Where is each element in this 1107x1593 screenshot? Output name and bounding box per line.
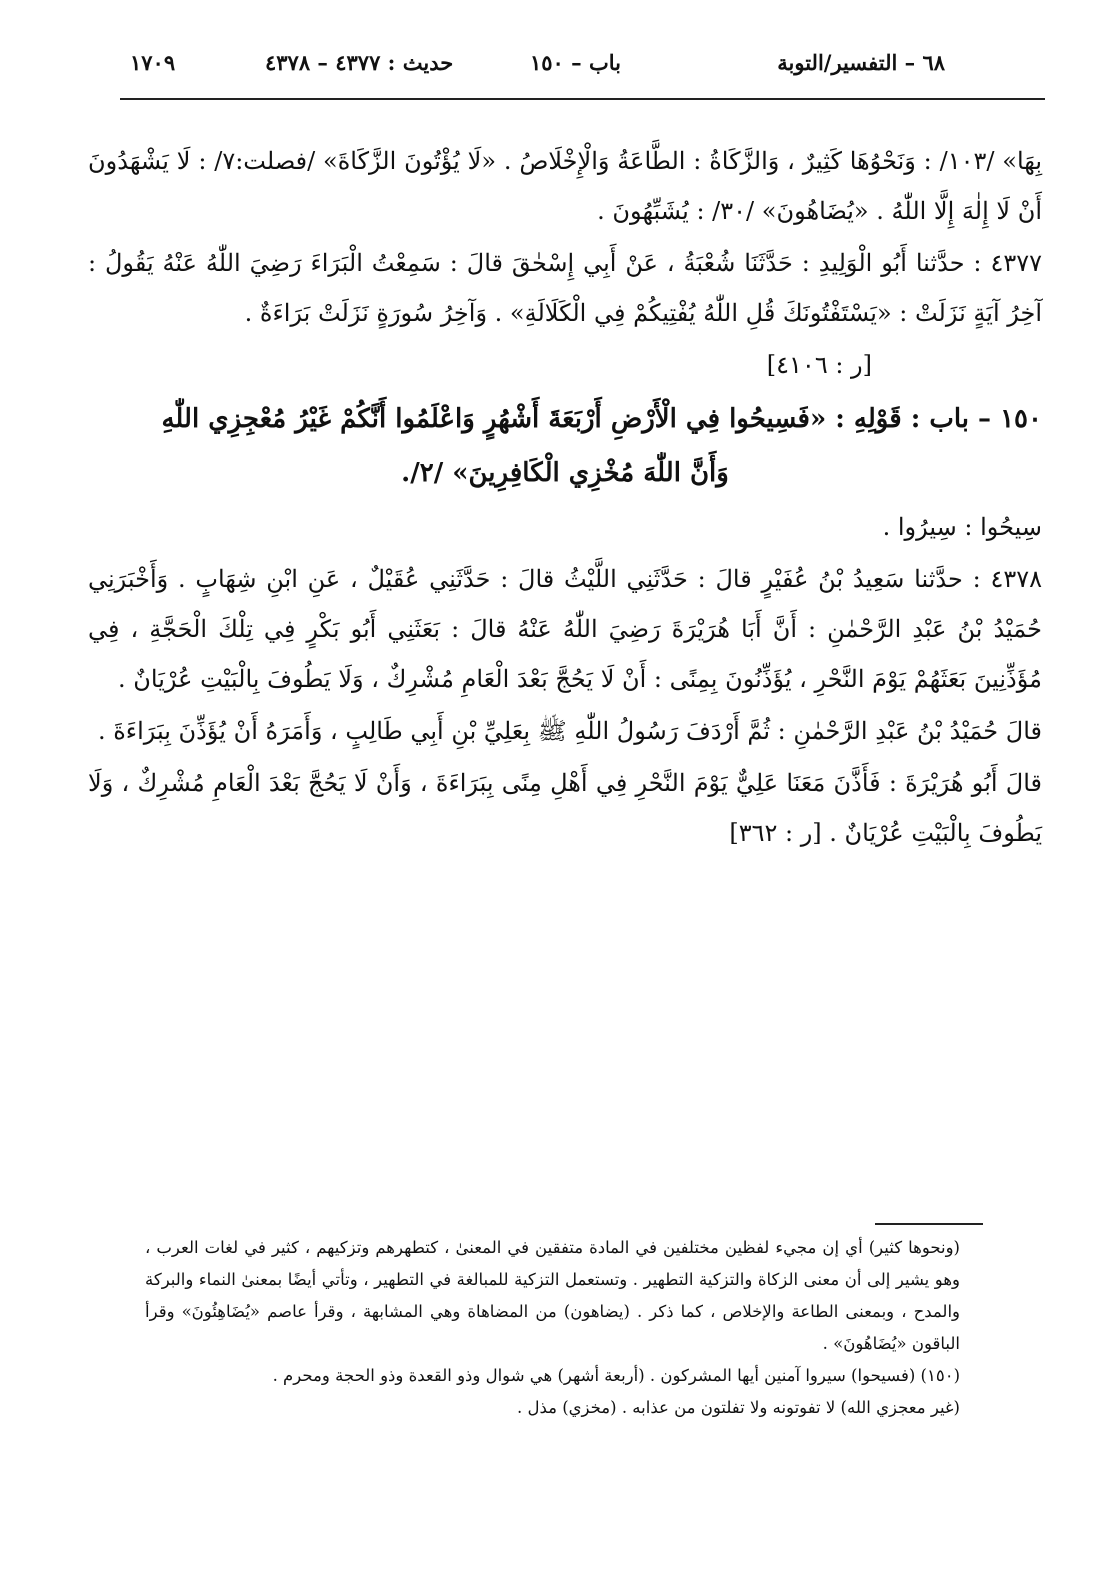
footnote-3: (غير معجزي الله) لا تفوتونه ولا تفلتون من عذابه . (مخزي) مذل . [516, 1398, 960, 1417]
footnote-1: (ونحوها كثير) أي إن مجيء لفظين مختلفين في المادة متفقين في المعنىٰ ، كتطهرهم وتزكيهم ، كثير في لغات العرب ، وهو يشير إلى أن معنى الزكاة والتزكية التطهير . وتستعمل التزكية للمبالغة في التطهير ، وتأتي أيضًا بمعنىٰ النماء والبركة والمدح ، وبمعنى الطاعة والإخلاص ، كما ذكر . (يضاهون) من المضاهاة وهي المشابهة ، وقرأ عاصم «يُضَاهِئُونَ» وقرأ الباقون «يُضَاهُونَ» . [145, 1238, 960, 1353]
bab-title-line-1: ١٥٠ – باب : قَوْلِهِ : «فَسِيحُوا فِي الْأَرْضِ أَرْبَعَةَ أَشْهُرٍ وَاعْلَمُوا أَنَّكُمْ غَيْرُ مُعْجِزِي اللّٰهِ [161, 404, 1042, 434]
main-text [88, 136, 1042, 860]
footnote-2: (١٥٠) (فسيحوا) سيروا آمنين أيها المشركون . (أربعة أشهر) هي شوال وذو القعدة وذو الحجة ومحرم . [272, 1366, 960, 1385]
footnotes [145, 1232, 960, 1424]
footnote-rule [875, 1223, 983, 1225]
header-rule [120, 98, 1045, 100]
bab-title [88, 392, 1042, 500]
chapter-title: ٦٨ – التفسير/التوبة [777, 50, 945, 75]
humaid-report: قالَ حُمَيْدُ بْنُ عَبْدِ الرَّحْمٰنِ : ثُمَّ أَرْدَفَ رَسُولُ اللّٰهِ ﷺ بِعَلِيِّ بْنِ أَبِي طَالِبٍ ، وَأَمَرَهُ أَنْ يُؤَذِّنَ بِبَرَاءَةَ . [97, 717, 1042, 745]
commentary-paragraph: بِهَا» /١٠٣/ : وَنَحْوُهَا كَثِيرٌ ، وَالزَّكَاةُ : الطَّاعَةُ وَالْإِخْلَاصُ . «لَا يُؤْتُونَ الزَّكَاةَ» /فصلت:٧/ : لَا يَشْهَدُونَ أَنْ لَا إِلٰهَ إِلَّا اللّٰهُ . «يُضَاهُونَ» /٣٠/ : يُشَبِّهُونَ . [88, 147, 1043, 225]
abu-huraira-report: قالَ أَبُو هُرَيْرَةَ : فَأَذَّنَ مَعَنَا عَلِيٌّ يَوْمَ النَّحْرِ فِي أَهْلِ مِنًى بِبَرَاءَةَ ، وَأَنْ لَا يَحُجَّ بَعْدَ الْعَامِ مُشْرِكٌ ، وَلَا يَطُوفَ بِالْبَيْتِ عُرْيَانٌ . [ر : ٣٦٢] [88, 769, 1042, 847]
hadith-4377: ٤٣٧٧ : حدَّثنا أَبُو الْوَلِيدِ : حَدَّثَنَا شُعْبَةُ ، عَنْ أَبِي إِسْحٰقَ قالَ : سَمِعْتُ الْبَرَاءَ رَضِيَ اللّٰهُ عَنْهُ يَقُولُ : آخِرُ آيَةٍ نَزَلَتْ : «يَسْتَفْتُونَكَ قُلِ اللّٰهُ يُفْتِيكُمْ فِي الْكَلَالَةِ» . وَآخِرُ سُورَةٍ نَزَلَتْ بَرَاءَةٌ . [88, 249, 1042, 327]
cross-reference: [ر : ٤١٠٦] [766, 351, 872, 379]
bab-number: باب – ١٥٠ [530, 50, 621, 75]
word-gloss: سِيحُوا : سِيرُوا . [882, 513, 1042, 541]
hadith-range: حديث : ٤٣٧٧ – ٤٣٧٨ [265, 50, 454, 75]
hadith-4378: ٤٣٧٨ : حدَّثنا سَعِيدُ بْنُ عُفَيْرٍ قالَ : حَدَّثَنِي اللَّيْثُ قالَ : حَدَّثَنِي عُقَيْلٌ ، عَنِ ابْنِ شِهَابٍ . وَأَخْبَرَنِي حُمَيْدُ بْنُ عَبْدِ الرَّحْمٰنِ : أَنَّ أَبَا هُرَيْرَةَ رَضِيَ اللّٰهُ عَنْهُ قالَ : بَعَثَنِي أَبُو بَكْرٍ فِي تِلْكَ الْحَجَّةِ ، فِي مُؤَذِّنِينَ بَعَثَهُمْ يَوْمَ النَّحْرِ ، يُؤَذِّنُونَ بِمِنًى : أَنْ لَا يَحُجَّ بَعْدَ الْعَامِ مُشْرِكٌ ، وَلَا يَطُوفَ بِالْبَيْتِ عُرْيَانٌ . [88, 565, 1042, 693]
bab-title-line-2: وَأَنَّ اللّٰهَ مُخْزِي الْكَافِرِينَ» /٢/. [401, 458, 729, 488]
page-number: ١٧٠٩ [130, 50, 176, 75]
running-header [120, 44, 1045, 84]
